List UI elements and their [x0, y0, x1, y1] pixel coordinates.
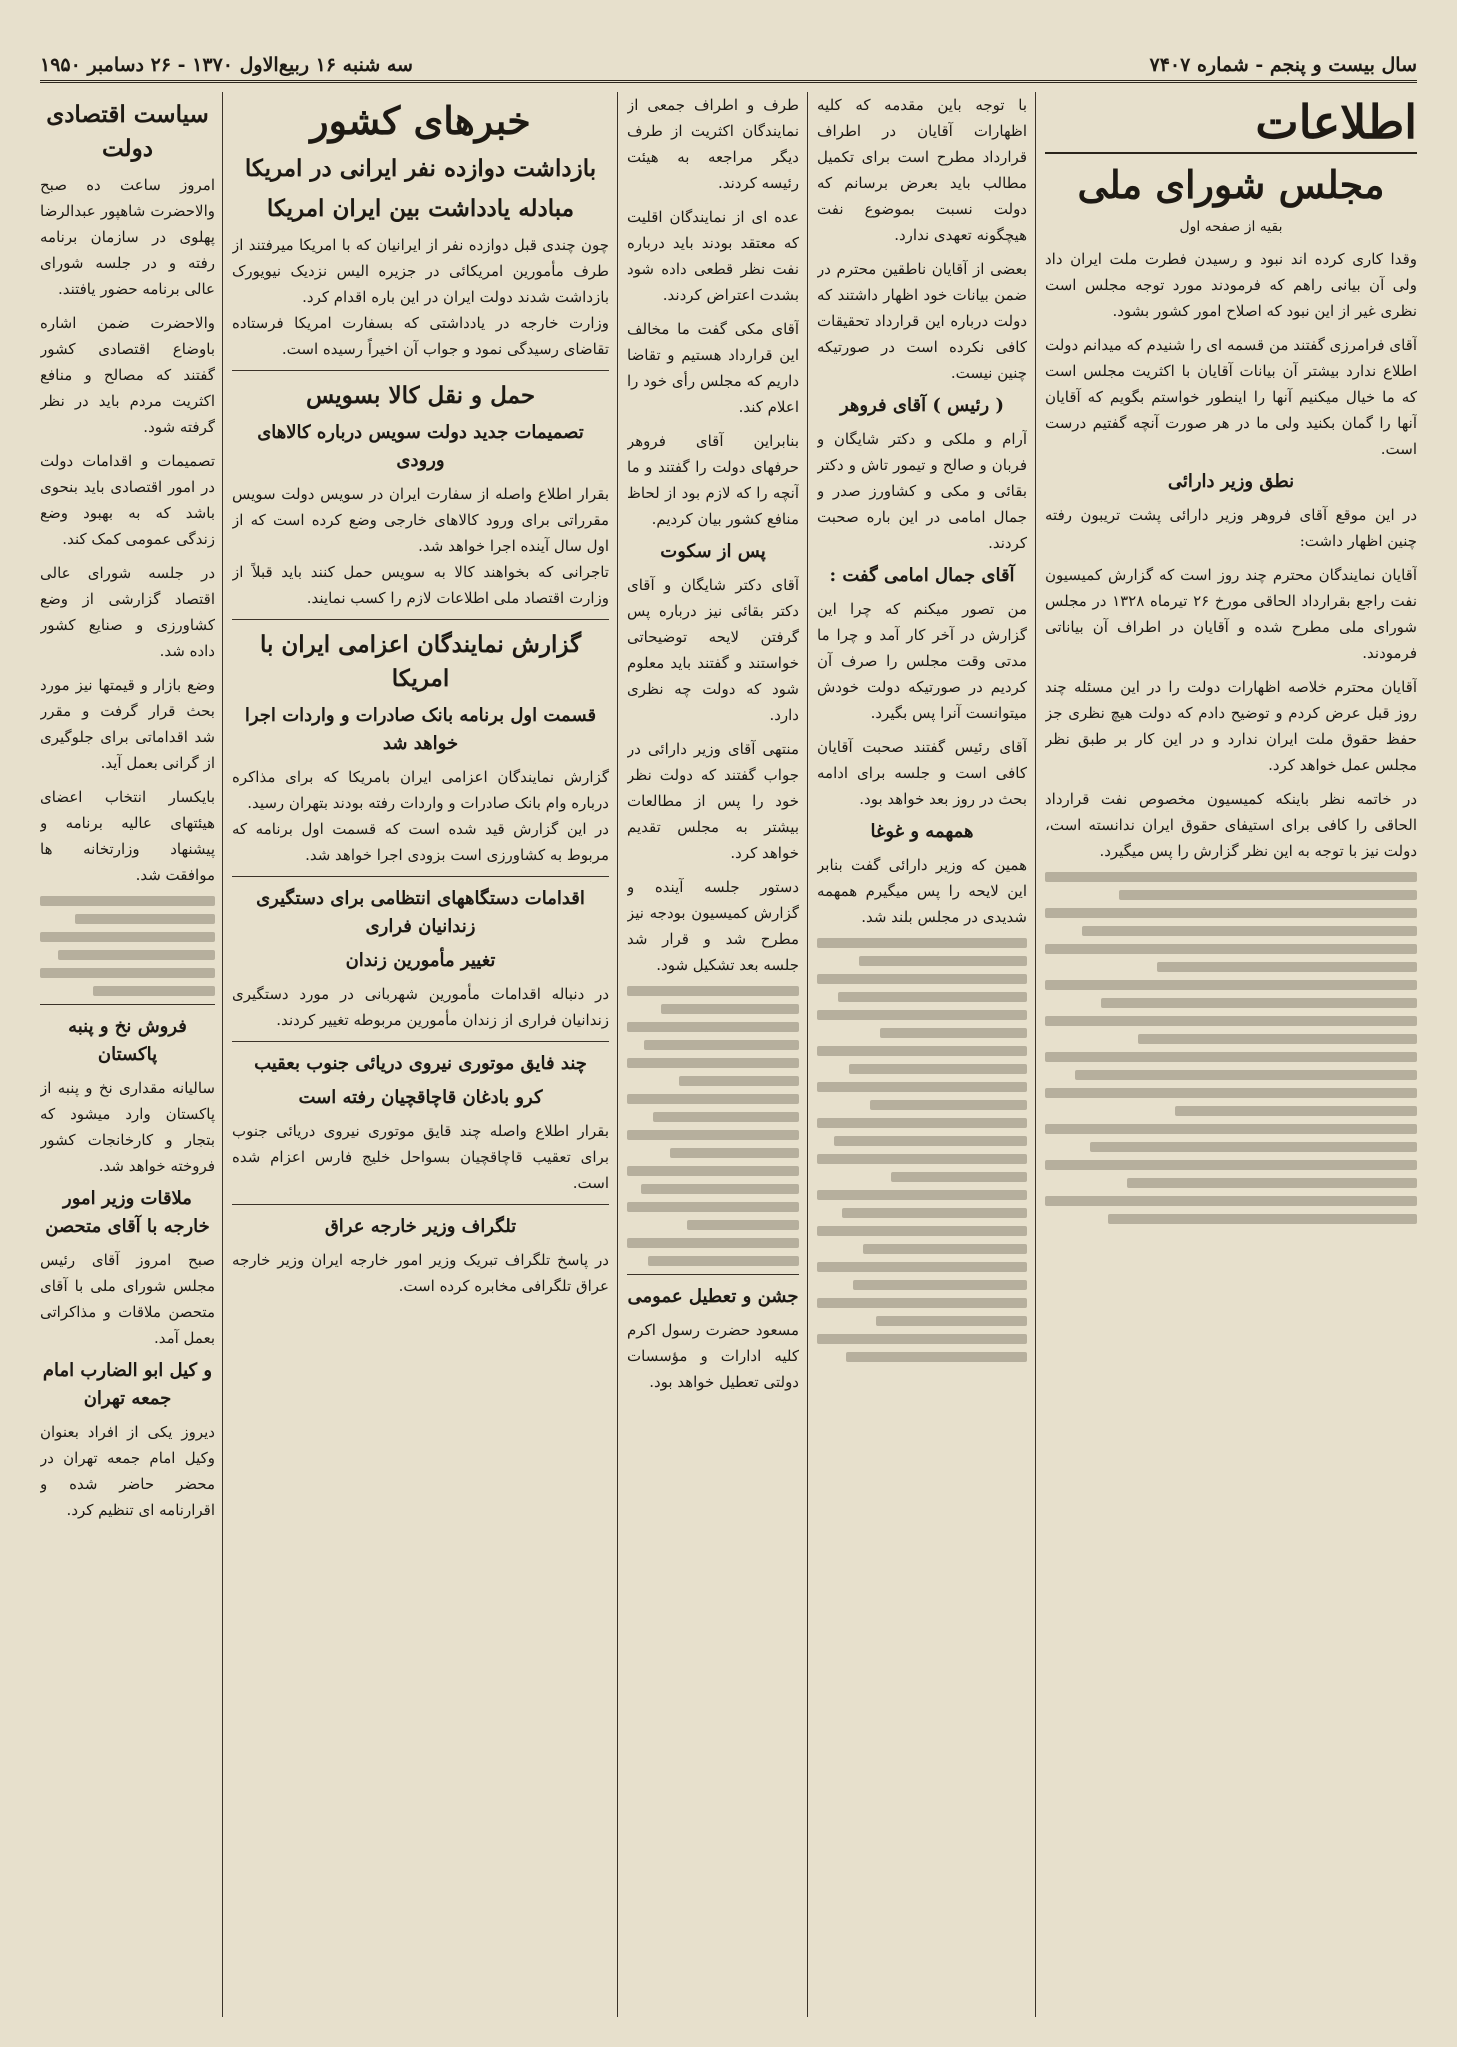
article-paragraph: امروز ساعت ده صبح والاحضرت شاهپور عبدالرضا پهلوی در سازمان برنامه رفته و در جلسه شورای عالی برنامه حضور یافتند.: [40, 176, 215, 298]
section-heading: پس از سکوت: [660, 541, 766, 562]
article-paragraph: در این گزارش قید شده است که قسمت اول برنامه که مربوط به کشاورزی است بزودی اجرا خواهد شد.: [232, 820, 609, 864]
column-rule: [617, 92, 618, 2017]
section-heading: ( رئیس ) آقای فروهر: [839, 395, 1004, 416]
article-paragraph: آرام و ملکی و دکتر شایگان و فربان و صالح و تیمور تاش و دکتر بقائی و مکی و کشاورز صدر و جمال امامی در این باره صحبت کردند.: [817, 430, 1027, 552]
news-headline: اقدامات دستگاههای انتظامی برای دستگیری زندانیان فراری: [256, 888, 585, 937]
section-heading: همهمه و غوغا: [870, 821, 974, 842]
column-rule: [807, 92, 808, 2017]
news-headline: تلگراف وزیر خارجه عراق: [324, 1216, 517, 1237]
news-headline: فروش نخ و پنبه پاکستان: [68, 1016, 187, 1065]
article-paragraph: آقای فرامرزی گفتند من قسمه ای را شنیدم که میدانم دولت اطلاع ندارد بیشتر آن بیانات آقایان با اکثریت مجلس است که ما خیال میکنیم آنها را اینطور خواستم بگویم که آقایان آنها را گمان بکنید ولی ما در هر صورت آنچه گفتیم درست است.: [1045, 336, 1417, 458]
section-heading: آقای جمال امامی گفت :: [829, 565, 1015, 586]
article-paragraph: آقای رئیس گفتند صحبت آقایان کافی است و جلسه برای ادامه بحث در روز بعد خواهد بود.: [817, 738, 1027, 808]
article-paragraph: دیروز یکی از افراد بعنوان وکیل امام جمعه تهران در محضر حاضر شده و اقرارنامه ای تنظیم کرد.: [40, 1423, 215, 1519]
article-paragraph: در خاتمه نظر باینکه کمیسیون مخصوص نفت قرارداد الحاقی را کافی برای استیفای حقوق ایران ندانسته است، دولت نیز با توجه به این نظر گزارش را پس میگیرد.: [1045, 790, 1417, 860]
column-continuation: [627, 92, 799, 2017]
news-headline: حمل و نقل کالا بسویس: [305, 382, 536, 409]
news-headline: مبادله یادداشت بین ایران امریکا: [266, 195, 575, 222]
article-paragraph: بنابراین آقای فروهر حرفهای دولت را گفتند و ما آنچه را که لازم بود از لحاظ منافع کشور بیان کردیم.: [627, 432, 799, 528]
article-paragraph: من تصور میکنم که چرا این گزارش در آخر کار آمد و چرا ما مدتی وقت مجلس را صرف آن کردیم در صورتیکه دولت خودش میتوانست آنرا پس بگیرد.: [817, 600, 1027, 722]
article-paragraph: چون چندی قبل دوازده نفر از ایرانیان که با امریکا میرفتند از طرف مأمورین امریکائی در جزیره الیس نزدیک نیویورک بازداشت شدند دولت ایران در این باره اقدام کرد.: [232, 236, 609, 306]
news-headline: چند فایق موتوری نیروی دریائی جنوب بعقیب: [254, 1053, 587, 1074]
article-paragraph: گزارش نمایندگان اعزامی ایران بامریکا که برای مذاکره درباره وام بانک صادرات و واردات رفته بودند بتهران رسید.: [232, 768, 609, 812]
article-paragraph: دستور جلسه آینده و گزارش کمیسیون بودجه نیز مطرح شد و قرار شد جلسه بعد تشکیل شود.: [627, 878, 799, 974]
column-economic-policy: [40, 92, 215, 2017]
article-paragraph: در پاسخ تلگراف تبریک وزیر امور خارجه ایران وزیر خارجه عراق تلگرافی مخابره کرده است.: [232, 1251, 609, 1295]
paper-masthead: اطلاعات: [1045, 92, 1417, 154]
issue-line: سال بیست و پنجم - شماره ۷۴۰۷: [1149, 54, 1417, 76]
article-paragraph: وزارت خارجه در یادداشتی که بسفارت امریکا فرستاده تقاضای رسیدگی نمود و جواب آن اخیراً رسیده است.: [232, 314, 609, 358]
article-paragraph: عده ای از نمایندگان اقلیت که معتقد بودند باید درباره نفت نظر قطعی داده شود بشدت اعتراض کردند.: [627, 208, 799, 304]
article-paragraph: در این موقع آقای فروهر وزیر دارائی پشت تریبون رفته چنین اظهار داشت:: [1045, 506, 1417, 550]
column-rule: [222, 92, 223, 2017]
article-paragraph: آقای مکی گفت ما مخالف این قرارداد هستیم و تقاضا داریم که مجلس رأی خود را اعلام کند.: [627, 320, 799, 416]
section-heading: نطق وزیر دارائی: [1167, 471, 1295, 492]
article-paragraph: بعضی از آقایان ناطقین محترم در ضمن بیانات خود اظهار داشتند که دولت درباره این قرارداد تحقیقات کافی نکرده است در صورتیکه چنین نیست.: [817, 260, 1027, 382]
article-paragraph: طرف و اطراف جمعی از نمایندگان اکثریت از طرف دیگر مراجعه به هیئت رئیسه کردند.: [627, 96, 799, 192]
date-line: سه شنبه ۱۶ ربیع‌الاول ۱۳۷۰ - ۲۶ دسامبر ۱۹۵۰: [40, 54, 413, 76]
parliament-headline: مجلس شورای ملی: [1077, 162, 1385, 207]
column-country-news: [232, 92, 609, 2017]
article-paragraph: در جلسه شورای عالی اقتصاد گزارشی از وضع کشاورزی و صنایع کشور داده شد.: [40, 564, 215, 660]
news-headline: ملاقات وزیر امور خارجه با آقای متحصن: [45, 1188, 210, 1237]
news-headline: و کیل ابو الضارب امام جمعه تهران: [42, 1360, 213, 1409]
article-paragraph: وقدا کاری کرده اند نبود و رسیدن فطرت ملت ایران داد ولی آن بیانی راهم که فرمودند مورد توجه مجلس است نظری غیر از این نبود که اصلاح امور کشور بشود.: [1045, 250, 1417, 320]
news-subheadline: قسمت اول برنامه بانک صادرات و واردات اجرا خواهد شد: [244, 705, 597, 754]
article-paragraph: منتهی آقای وزیر دارائی در جواب گفتند که دولت نظر خود را پس از مطالعات بیشتر به مجلس تقدیم خواهد کرد.: [627, 740, 799, 862]
article-paragraph: تاجرانی که بخواهند کالا به سویس حمل کنند باید قبلاً از وزارت اقتصاد ملی اطلاعات لازم را کسب نمایند.: [232, 563, 609, 607]
article-paragraph: در دنباله اقدامات مأمورین شهربانی در مورد دستگیری زندانیان فراری از زندان مأمورین مربوطه تغییر کردند.: [232, 985, 609, 1029]
article-paragraph: تصمیمات و اقدامات دولت در امور اقتصادی باید بنحوی باشد که به بهبود وضع زندگی عمومی کمک کند.: [40, 452, 215, 548]
article-paragraph: آقای دکتر شایگان و آقای دکتر بقائی نیز درباره پس گرفتن لایحه توضیحاتی خواستند و گفتند باید معلوم شود که دولت چه نظری دارد.: [627, 576, 799, 724]
continued-note: بقیه از صفحه اول: [1179, 219, 1283, 235]
news-headline: بازداشت دوازده نفر ایرانی در امریکا: [244, 155, 597, 182]
article-paragraph: والاحضرت ضمن اشاره باوضاع اقتصادی کشور گفتند که مصالح و منافع اکثریت مردم باید در نظر گرفته شود.: [40, 314, 215, 436]
article-paragraph: بقرار اطلاع واصله چند قایق موتوری نیروی دریائی جنوب برای تعقیب قاچاقچیان بسواحل خلیج فارس اعزام شده است.: [232, 1122, 609, 1192]
top-header-bar: [40, 50, 1417, 83]
news-subheadline: تغییر مأمورین زندان: [345, 950, 496, 971]
column-parliament: [1045, 92, 1417, 2017]
article-paragraph: همین که وزیر دارائی گفت بنابر این لایحه را پس میگیرم همهمه شدیدی در مجلس بلند شد.: [817, 856, 1027, 926]
article-paragraph: آقایان محترم خلاصه اظهارات دولت را در این مسئله چند روز قبل عرض کردم و توضیح دادم که دولت هیچ نظری جز حفظ حقوق ملت ایران ندارد و در این کار بر طبق نظر مجلس عمل خواهد کرد.: [1045, 678, 1417, 774]
news-headline: گزارش نمایندگان اعزامی ایران با امریکا: [259, 631, 582, 692]
column-rule: [1035, 92, 1036, 2017]
column-debate: [817, 92, 1027, 2017]
article-paragraph: مسعود حضرت رسول اکرم کلیه ادارات و مؤسسات دولتی تعطیل خواهد بود.: [627, 1321, 799, 1391]
country-news-headline: خبرهای کشور: [310, 98, 531, 143]
news-subheadline: تصمیمات جدید دولت سویس درباره کالاهای ورودی: [257, 422, 584, 471]
article-paragraph: آقایان نمایندگان محترم چند روز است که گزارش کمیسیون نفت راجع بقرارداد الحاقی مورخ ۲۶ تیرماه ۱۳۲۸ در مجلس شورای ملی مطرح شده و آقایان در اطراف آن بیاناتی فرمودند.: [1045, 566, 1417, 662]
article-paragraph: با توجه باین مقدمه که کلیه اظهارات آقایان در اطراف قرارداد مطرح است برای تکمیل مطالب باید بعرض برسانم که دولت نسبت بموضوع نفت هیچگونه تعهدی ندارد.: [817, 96, 1027, 244]
article-paragraph: صبح امروز آقای رئیس مجلس شورای ملی با آقای متحصن ملاقات و مذاکراتی بعمل آمد.: [40, 1251, 215, 1347]
article-paragraph: بقرار اطلاع واصله از سفارت ایران در سویس دولت سویس مقرراتی برای ورود کالاهای خارجی وضع کرده است که از اول سال آینده اجرا خواهد شد.: [232, 485, 609, 555]
news-subheadline: کرو بادغان قاچاقچیان رفته است: [298, 1087, 543, 1108]
section-heading: جشن و تعطیل عمومی: [627, 1286, 799, 1307]
article-paragraph: بایکسار انتخاب اعضای هیئتهای عالیه برنامه و پیشنهاد وزارتخانه ها موافقت شد.: [40, 788, 215, 884]
economic-policy-headline: سیاست اقتصادی دولت: [46, 101, 209, 162]
article-paragraph: سالیانه مقداری نخ و پنبه از پاکستان وارد میشود که بتجار و کارخانجات کشور فروخته خواهد شد.: [40, 1079, 215, 1175]
article-paragraph: وضع بازار و قیمتها نیز مورد بحث قرار گرفت و مقرر شد اقداماتی برای جلوگیری از گرانی بعمل آید.: [40, 676, 215, 772]
